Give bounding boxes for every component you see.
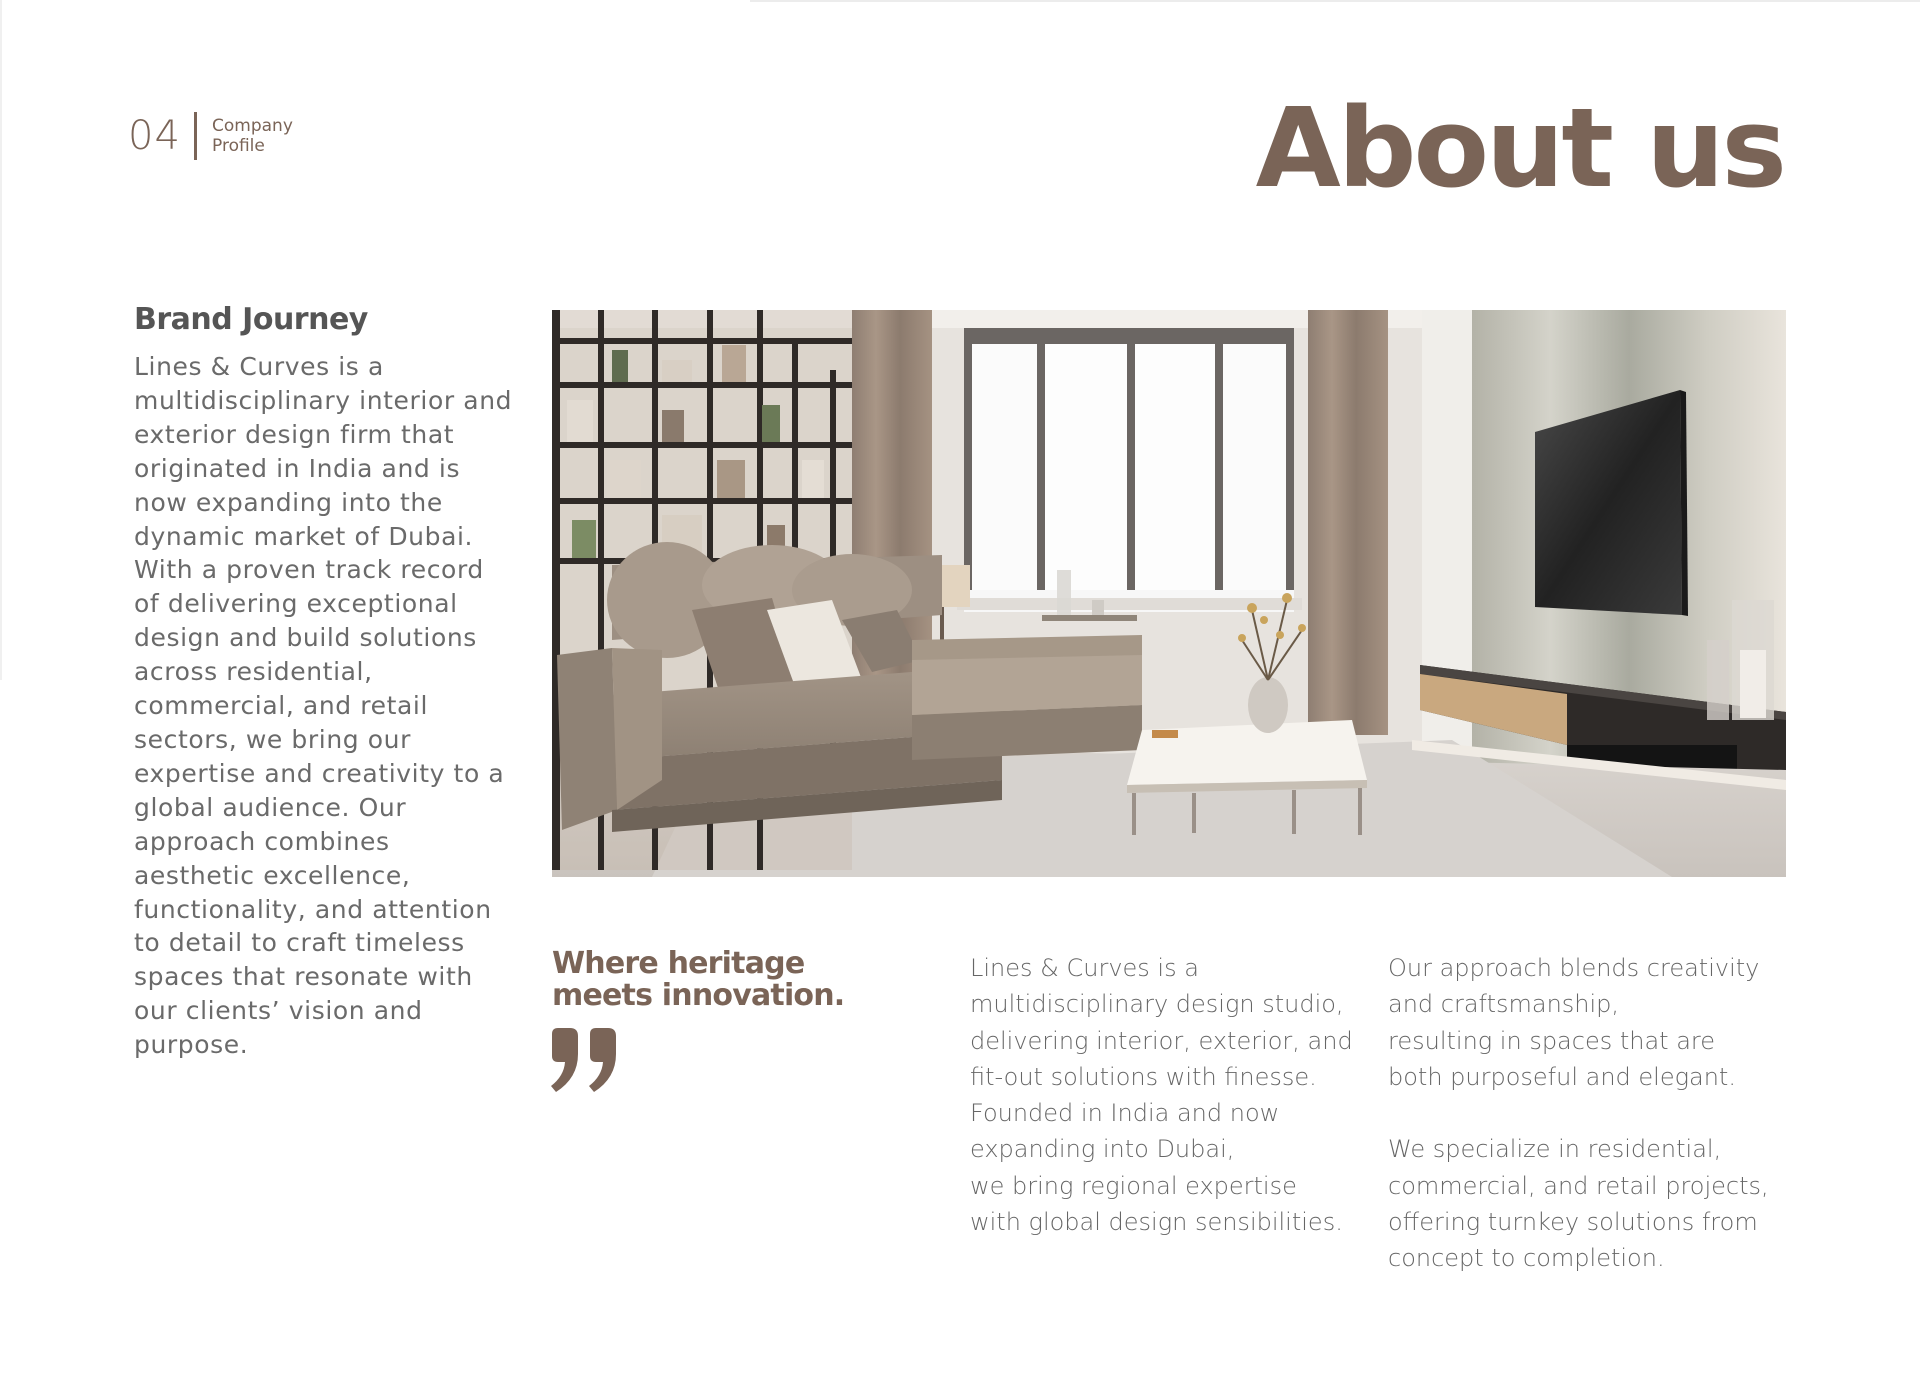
- brand-journey-line: multidisciplinary interior and: [134, 385, 513, 415]
- tagline: [552, 948, 844, 1012]
- closing-quote-icon: [548, 1028, 622, 1094]
- page-title: About us: [1255, 84, 1784, 212]
- brand-journey-heading: Brand Journey: [134, 302, 368, 337]
- left-border-line: [0, 0, 2, 680]
- brand-journey-line: of delivering exceptional: [134, 589, 458, 619]
- section-label: [212, 116, 293, 156]
- brand-journey-line: originated in India and is: [134, 453, 461, 483]
- brand-journey-body: [134, 350, 513, 1062]
- brand-journey-line: sectors, we bring our: [134, 724, 411, 754]
- studio-description: [970, 950, 1370, 1240]
- approach-description-line: We specialize in residential,: [1388, 1135, 1722, 1164]
- brand-journey-line: functionality, and attention: [134, 894, 492, 924]
- studio-description-line: multidisciplinary design studio,: [970, 990, 1344, 1019]
- top-border-line: [750, 0, 1920, 2]
- approach-description-line: and craftsmanship,: [1388, 990, 1620, 1019]
- approach-description: [1388, 950, 1788, 1277]
- brand-journey-line: Lines & Curves is a: [134, 352, 384, 381]
- brand-journey-line: now expanding into the: [134, 487, 443, 517]
- approach-description-line: concept to completion.: [1388, 1244, 1665, 1273]
- brand-journey-line: With a proven track record: [134, 555, 484, 585]
- approach-description-line: both purposeful and elegant.: [1388, 1062, 1736, 1091]
- brand-journey-line: approach combines: [134, 826, 390, 856]
- brand-journey-line: our clients’ vision and: [134, 996, 423, 1026]
- page-number-divider: [194, 112, 197, 160]
- approach-description-line: Our approach blends creativity: [1388, 954, 1760, 982]
- approach-description-line: resulting in spaces that are: [1388, 1026, 1716, 1055]
- studio-description-line: we bring regional expertise: [970, 1171, 1297, 1200]
- approach-description-line: commercial, and retail projects,: [1388, 1171, 1769, 1200]
- tagline-line2: meets innovation.: [552, 978, 845, 1013]
- brand-journey-line: exterior design firm that: [134, 419, 455, 449]
- brand-journey-line: global audience. Our: [134, 792, 407, 822]
- brand-journey-line: to detail to craft timeless: [134, 928, 465, 958]
- approach-description-line: offering turnkey solutions from: [1388, 1208, 1758, 1237]
- section-label-line1: Company: [212, 116, 293, 136]
- studio-description-line: delivering interior, exterior, and: [970, 1026, 1353, 1055]
- brand-journey-line: aesthetic excellence,: [134, 860, 411, 890]
- brand-journey-line: purpose.: [134, 1030, 249, 1060]
- brand-journey-line: across residential,: [134, 657, 373, 687]
- tagline-line1: Where heritage: [552, 946, 805, 981]
- brand-journey-line: design and build solutions: [134, 623, 477, 653]
- living-room-photo: [552, 310, 1786, 877]
- approach-description-spacer: [1388, 1095, 1788, 1131]
- studio-description-line: Founded in India and now: [970, 1099, 1280, 1128]
- brand-journey-line: commercial, and retail: [134, 691, 429, 721]
- page-number: 04: [128, 113, 181, 159]
- studio-description-line: Lines & Curves is a: [970, 954, 1199, 982]
- studio-description-line: expanding into Dubai,: [970, 1135, 1235, 1164]
- studio-description-line: fit-out solutions with finesse.: [970, 1062, 1317, 1091]
- studio-description-line: with global design sensibilities.: [970, 1208, 1343, 1237]
- brand-journey-line: spaces that resonate with: [134, 962, 473, 992]
- brand-journey-line: expertise and creativity to a: [134, 758, 505, 788]
- brand-journey-line: dynamic market of Dubai.: [134, 521, 474, 551]
- section-label-line2: Profile: [212, 136, 265, 156]
